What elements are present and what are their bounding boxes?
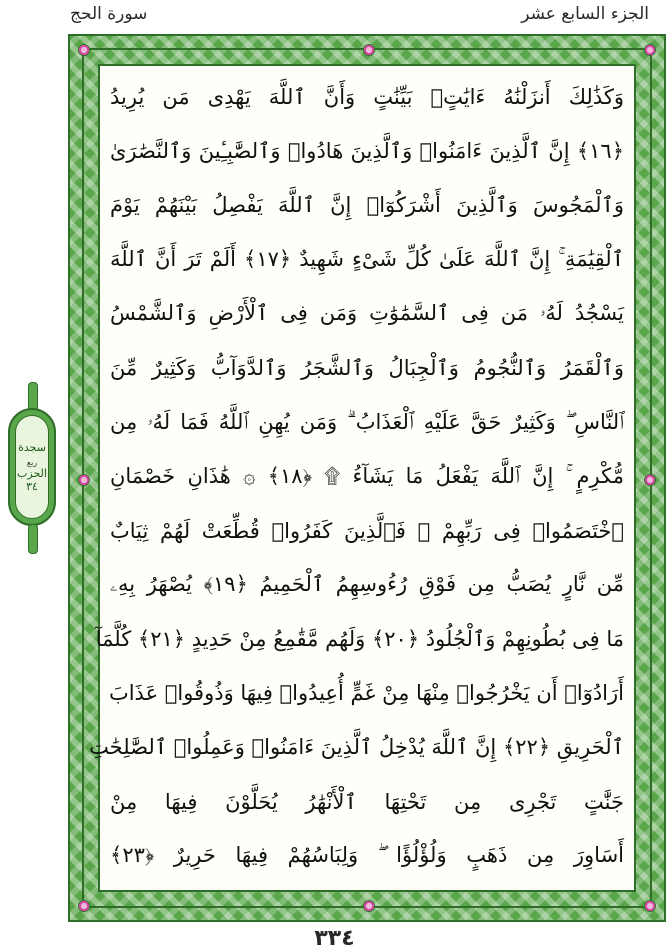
quran-text-panel — [89, 64, 636, 892]
medallion-body — [8, 408, 56, 526]
text-line: يَسْجُدُ لَهُۥ مَن فِى ٱلسَّمَٰوَٰتِ وَمَن فِى ٱلْأَرْضِ وَٱلشَّمْسُ — [110, 301, 624, 326]
text-line: ٱلْحَرِيقِ ﴿٢٢﴾ إِنَّ ٱللَّهَ يُدْخِلُ ٱلَّذِينَ ءَامَنُوا۟ وَعَمِلُوا۟ ٱلصَّٰلِحَٰتِ — [89, 735, 624, 760]
medallion-bottom-ornament — [28, 524, 38, 554]
page-header — [0, 2, 669, 32]
juz-title: الجزء السابع عشر — [521, 4, 649, 24]
flower-ornament — [363, 900, 375, 912]
hizb-sajda-marker — [2, 382, 62, 552]
text-line: ٱلْقِيَٰمَةِ ۚ إِنَّ ٱللَّهَ عَلَىٰ كُلِّ شَىْءٍ شَهِيدٌ ﴿١٧﴾ أَلَمْ تَرَ أَنَّ ٱللَّهَ — [110, 247, 624, 272]
corner-flower-ornament — [78, 44, 90, 56]
text-line: أَسَاوِرَ مِن ذَهَبٍ وَلُؤْلُؤًا ۖ وَلِبَاسُهُمْ فِيهَا حَرِيرٌ ﴿٢٣﴾ — [110, 843, 624, 868]
text-line: وَٱلْقَمَرُ وَٱلنُّجُومُ وَٱلْجِبَالُ وَٱلشَّجَرُ وَٱلدَّوَآبُّ وَكَثِيرٌ مِّنَ — [110, 356, 624, 381]
sajda-label: سجدة — [18, 441, 46, 454]
verse-lines — [89, 70, 624, 883]
flower-ornament — [644, 474, 656, 486]
text-line: مَا فِى بُطُونِهِمْ وَٱلْجُلُودُ ﴿٢٠﴾ وَلَهُم مَّقَٰمِعُ مِنْ حَدِيدٍ ﴿٢١﴾ كُلَّمَآ — [95, 626, 624, 651]
text-line: وَٱلْمَجُوسَ وَٱلَّذِينَ أَشْرَكُوٓا۟ إِنَّ ٱللَّهَ يَفْصِلُ بَيْنَهُمْ يَوْمَ — [110, 193, 624, 218]
text-line: مِّن نَّارٍ يُصَبُّ مِن فَوْقِ رُءُوسِهِمُ ٱلْحَمِيمُ ﴿١٩﴾ يُصْهَرُ بِهِۦ — [110, 572, 624, 597]
text-line: مُّكْرِمٍ ۚ إِنَّ ٱللَّهَ يَفْعَلُ مَا يَشَآءُ ۩ ﴿١٨﴾ ۞ هَٰذَانِ خَصْمَانِ — [110, 463, 624, 488]
corner-flower-ornament — [644, 900, 656, 912]
text-line: جَنَّٰتٍ تَجْرِى مِن تَحْتِهَا ٱلْأَنْهَٰرُ يُحَلَّوْنَ فِيهَا مِنْ — [110, 789, 624, 814]
corner-flower-ornament — [644, 44, 656, 56]
text-line: أَرَادُوٓا۟ أَن يَخْرُجُوا۟ مِنْهَا مِنْ غَمٍّ أُعِيدُوا۟ فِيهَا وَذُوقُوا۟ عَذَابَ — [108, 681, 624, 706]
flower-ornament — [78, 474, 90, 486]
corner-flower-ornament — [78, 900, 90, 912]
hizb-number: ٣٤ — [26, 480, 38, 493]
text-line: وَكَذَٰلِكَ أَنزَلْنَٰهُ ءَايَٰتٍۭ بَيِّنَٰتٍ وَأَنَّ ٱللَّهَ يَهْدِى مَن يُرِيدُ — [110, 85, 624, 110]
ornamental-frame — [68, 34, 666, 922]
rub-label: ربع — [26, 458, 38, 467]
text-line: ﴿١٦﴾ إِنَّ ٱلَّذِينَ ءَامَنُوا۟ وَٱلَّذِينَ هَادُوا۟ وَٱلصَّٰبِـِٔينَ وَٱلنَّصَٰرَىٰ — [110, 139, 624, 164]
surah-title: سورة الحج — [70, 4, 148, 24]
text-line: ٱخْتَصَمُوا۟ فِى رَبِّهِمْ ۖ فَٱلَّذِينَ كَفَرُوا۟ قُطِّعَتْ لَهُمْ ثِيَابٌ — [110, 518, 624, 543]
text-line: ٱلنَّاسِ ۖ وَكَثِيرٌ حَقَّ عَلَيْهِ ٱلْعَذَابُ ۗ وَمَن يُهِنِ ٱللَّهُ فَمَا لَهُۥ مِن — [110, 409, 624, 434]
page-number: ٣٣٤ — [314, 926, 355, 951]
hizb-label: الحزب — [17, 467, 47, 480]
flower-ornament — [363, 44, 375, 56]
